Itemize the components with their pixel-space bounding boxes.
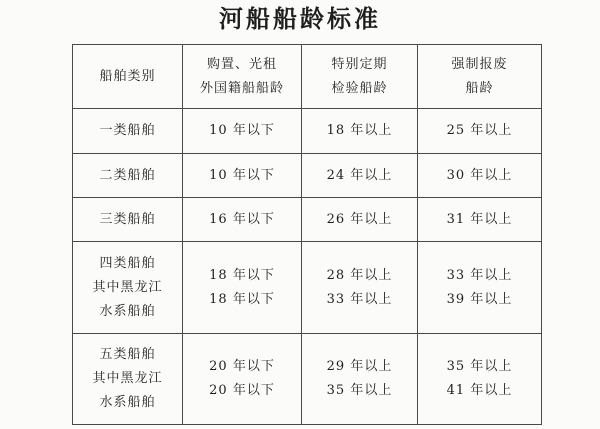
header-scrap-line: 强制报废 bbox=[451, 56, 508, 72]
age-line: 20 年以下 bbox=[209, 383, 275, 398]
category-line: 其中黑龙江 bbox=[92, 371, 163, 386]
age-line: 18 年以下 bbox=[209, 291, 275, 307]
category-cell bbox=[73, 334, 183, 425]
inspection-age-cell: 26 年以上 bbox=[302, 198, 418, 242]
scrap-age-cell: 30 年以上 bbox=[418, 154, 542, 198]
age-line: 18 年以下 bbox=[209, 267, 275, 283]
age-line: 41 年以上 bbox=[446, 383, 513, 398]
ship-age-table bbox=[72, 44, 542, 425]
header-purchase-line: 购置、光租 bbox=[206, 56, 277, 72]
purchase-age-cell: 10 年以下 bbox=[183, 109, 302, 154]
purchase-age-cell: 10 年以下 bbox=[183, 154, 302, 198]
age-line: 29 年以上 bbox=[326, 359, 393, 374]
header-purchase-line: 外国籍船船龄 bbox=[199, 80, 284, 96]
scrap-age-cell bbox=[418, 242, 542, 334]
table-row bbox=[73, 109, 542, 154]
age-line: 33 年以上 bbox=[326, 291, 393, 307]
inspection-age-cell bbox=[302, 242, 418, 334]
header-inspection-line: 检验船龄 bbox=[331, 80, 388, 96]
header-category bbox=[73, 45, 183, 109]
header-inspection-line: 特别定期 bbox=[331, 56, 388, 72]
category-line: 四类船舶 bbox=[99, 255, 156, 271]
header-category-line: 船舶类别 bbox=[99, 68, 156, 84]
purchase-age-cell bbox=[183, 334, 302, 425]
scrap-age-cell: 25 年以上 bbox=[418, 109, 542, 154]
scrap-age-cell: 31 年以上 bbox=[418, 198, 542, 242]
inspection-age-cell: 24 年以上 bbox=[302, 154, 418, 198]
header-inspection-age bbox=[302, 45, 418, 109]
category-line: 其中黑龙江 bbox=[92, 279, 163, 295]
purchase-age-cell: 16 年以下 bbox=[183, 198, 302, 242]
age-line: 35 年以上 bbox=[446, 359, 513, 374]
header-row bbox=[73, 45, 542, 109]
inspection-age-cell: 18 年以上 bbox=[302, 109, 418, 154]
table-row bbox=[73, 334, 542, 425]
category-cell: 一类船舶 bbox=[73, 109, 183, 154]
age-line: 28 年以上 bbox=[326, 267, 393, 283]
category-line: 水系船舶 bbox=[99, 303, 156, 319]
age-line: 33 年以上 bbox=[446, 267, 513, 283]
scrap-age-cell bbox=[418, 334, 542, 425]
age-line: 39 年以上 bbox=[446, 291, 513, 307]
category-cell bbox=[73, 242, 183, 334]
header-purchase-age bbox=[183, 45, 302, 109]
inspection-age-cell bbox=[302, 334, 418, 425]
category-line: 水系船舶 bbox=[99, 395, 156, 410]
category-cell: 二类船舶 bbox=[73, 154, 183, 198]
category-line: 五类船舶 bbox=[99, 347, 156, 362]
page-title: 河船船龄标准 bbox=[219, 4, 381, 33]
header-scrap-line: 船龄 bbox=[465, 80, 494, 96]
header-scrap-age bbox=[418, 45, 542, 109]
age-line: 35 年以上 bbox=[326, 383, 393, 398]
age-line: 20 年以下 bbox=[209, 359, 275, 374]
purchase-age-cell bbox=[183, 242, 302, 334]
table-row bbox=[73, 242, 542, 334]
table-row bbox=[73, 154, 542, 198]
category-cell: 三类船舶 bbox=[73, 198, 183, 242]
table-row bbox=[73, 198, 542, 242]
